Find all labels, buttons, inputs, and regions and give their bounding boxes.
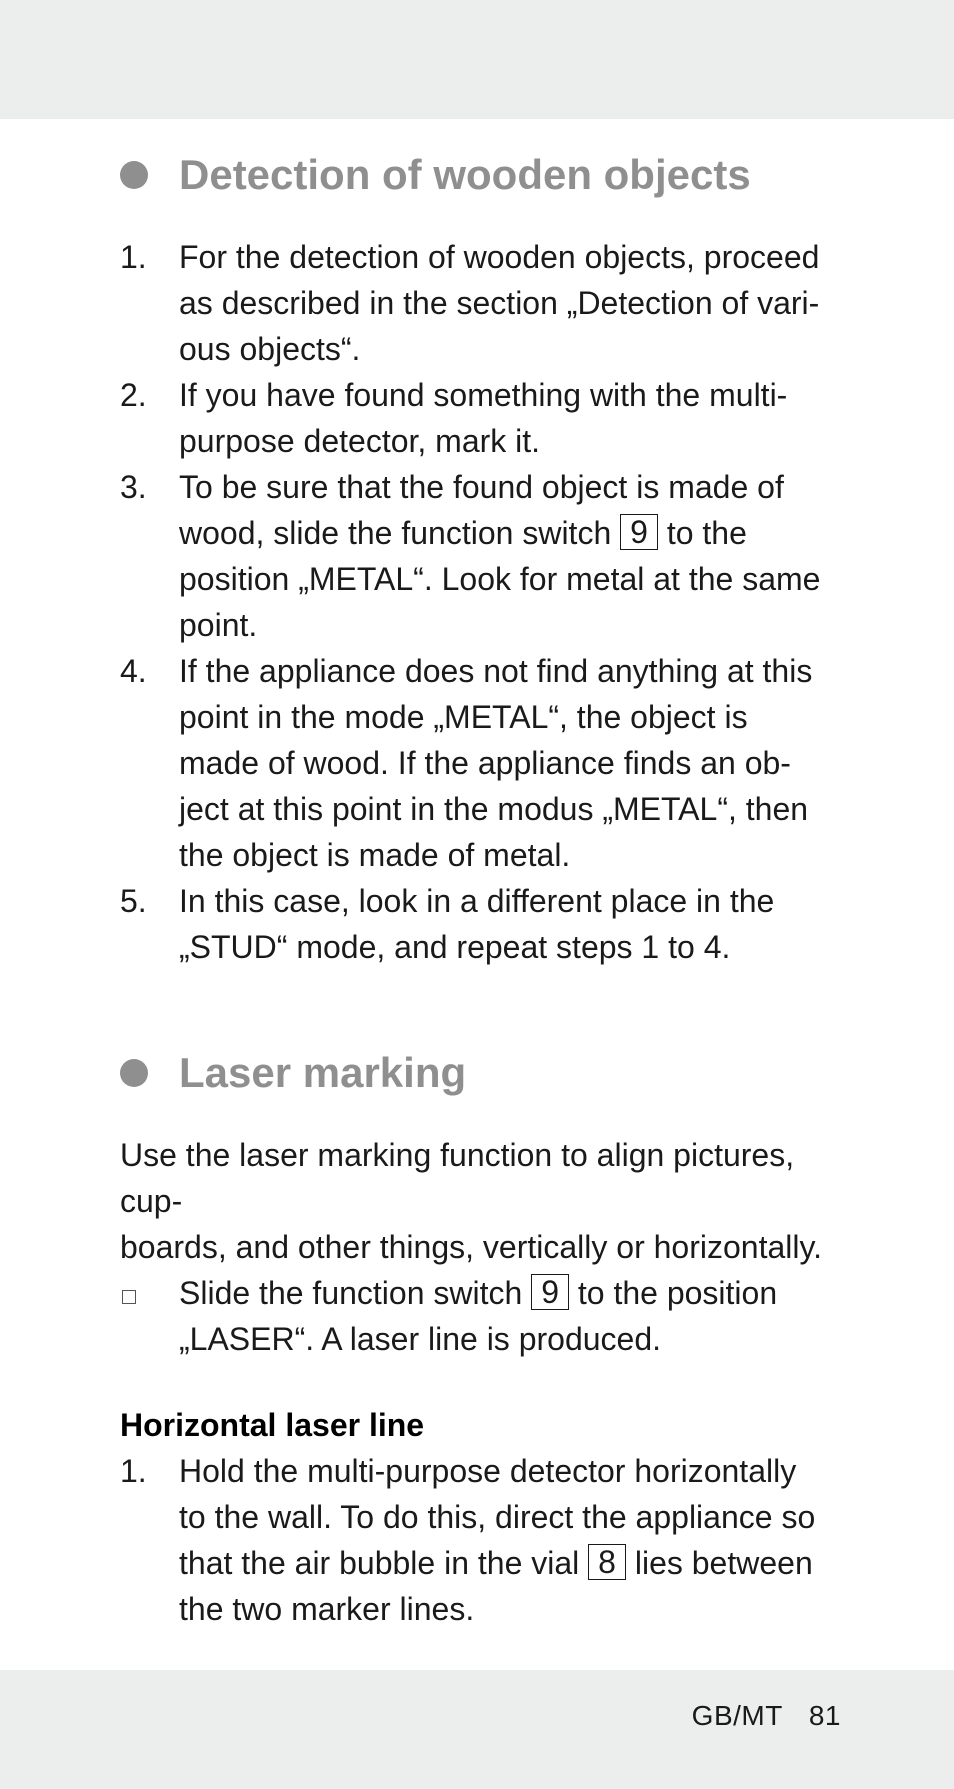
heading-text: Detection of wooden objects xyxy=(179,151,751,198)
list-item: 1. For the detection of wooden objects, proceed as described in the section „Detection of vari- ous objects“. xyxy=(120,239,820,367)
wood-steps-list xyxy=(120,234,840,970)
section-heading-wood xyxy=(120,140,840,210)
laser-steps-list xyxy=(120,1448,840,1632)
page-content xyxy=(120,140,840,1632)
part-reference-8: 8 xyxy=(588,1544,626,1580)
heading-text: Laser marking xyxy=(179,1049,467,1096)
bullet-icon xyxy=(120,161,148,189)
header-band xyxy=(0,0,954,119)
part-reference-9: 9 xyxy=(531,1274,569,1310)
subheading-horizontal: Horizontal laser line xyxy=(120,1407,425,1443)
list-item: 2. If you have found something with the multi- purpose detector, mark it. xyxy=(120,377,788,459)
laser-intro: Use the laser marking function to align pictures, cup- boards, and other things, vertically or horizontally. xyxy=(120,1137,822,1265)
page-number: 81 xyxy=(808,1700,841,1731)
page-footer xyxy=(692,1700,841,1732)
footer-region: GB/MT xyxy=(691,1700,783,1731)
list-item: 4. If the appliance does not find anything at this point in the mode „METAL“, the object is made of wood. If the appliance finds an ob- ject at this point in the modus „METAL“, then the object is made of metal. xyxy=(120,653,813,873)
list-item: 3. To be sure that the found object is made of wood, slide the function switch 9 to the position „METAL“. Look for metal at the same point. xyxy=(120,469,821,643)
action-item: Slide the function switch 9 to the position „LASER“. A laser line is produced. xyxy=(120,1270,840,1362)
part-reference-9: 9 xyxy=(620,514,658,550)
bullet-icon xyxy=(120,1059,148,1087)
list-item: 5. In this case, look in a different place in the „STUD“ mode, and repeat steps 1 to 4. xyxy=(120,883,775,965)
checkbox-square-icon xyxy=(122,1290,136,1304)
section-heading-laser xyxy=(120,1038,840,1108)
list-item: 1. Hold the multi-purpose detector horizontally to the wall. To do this, direct the appliance so that the air bubble in the vial 8 lies between the two marker lines. xyxy=(120,1453,816,1627)
